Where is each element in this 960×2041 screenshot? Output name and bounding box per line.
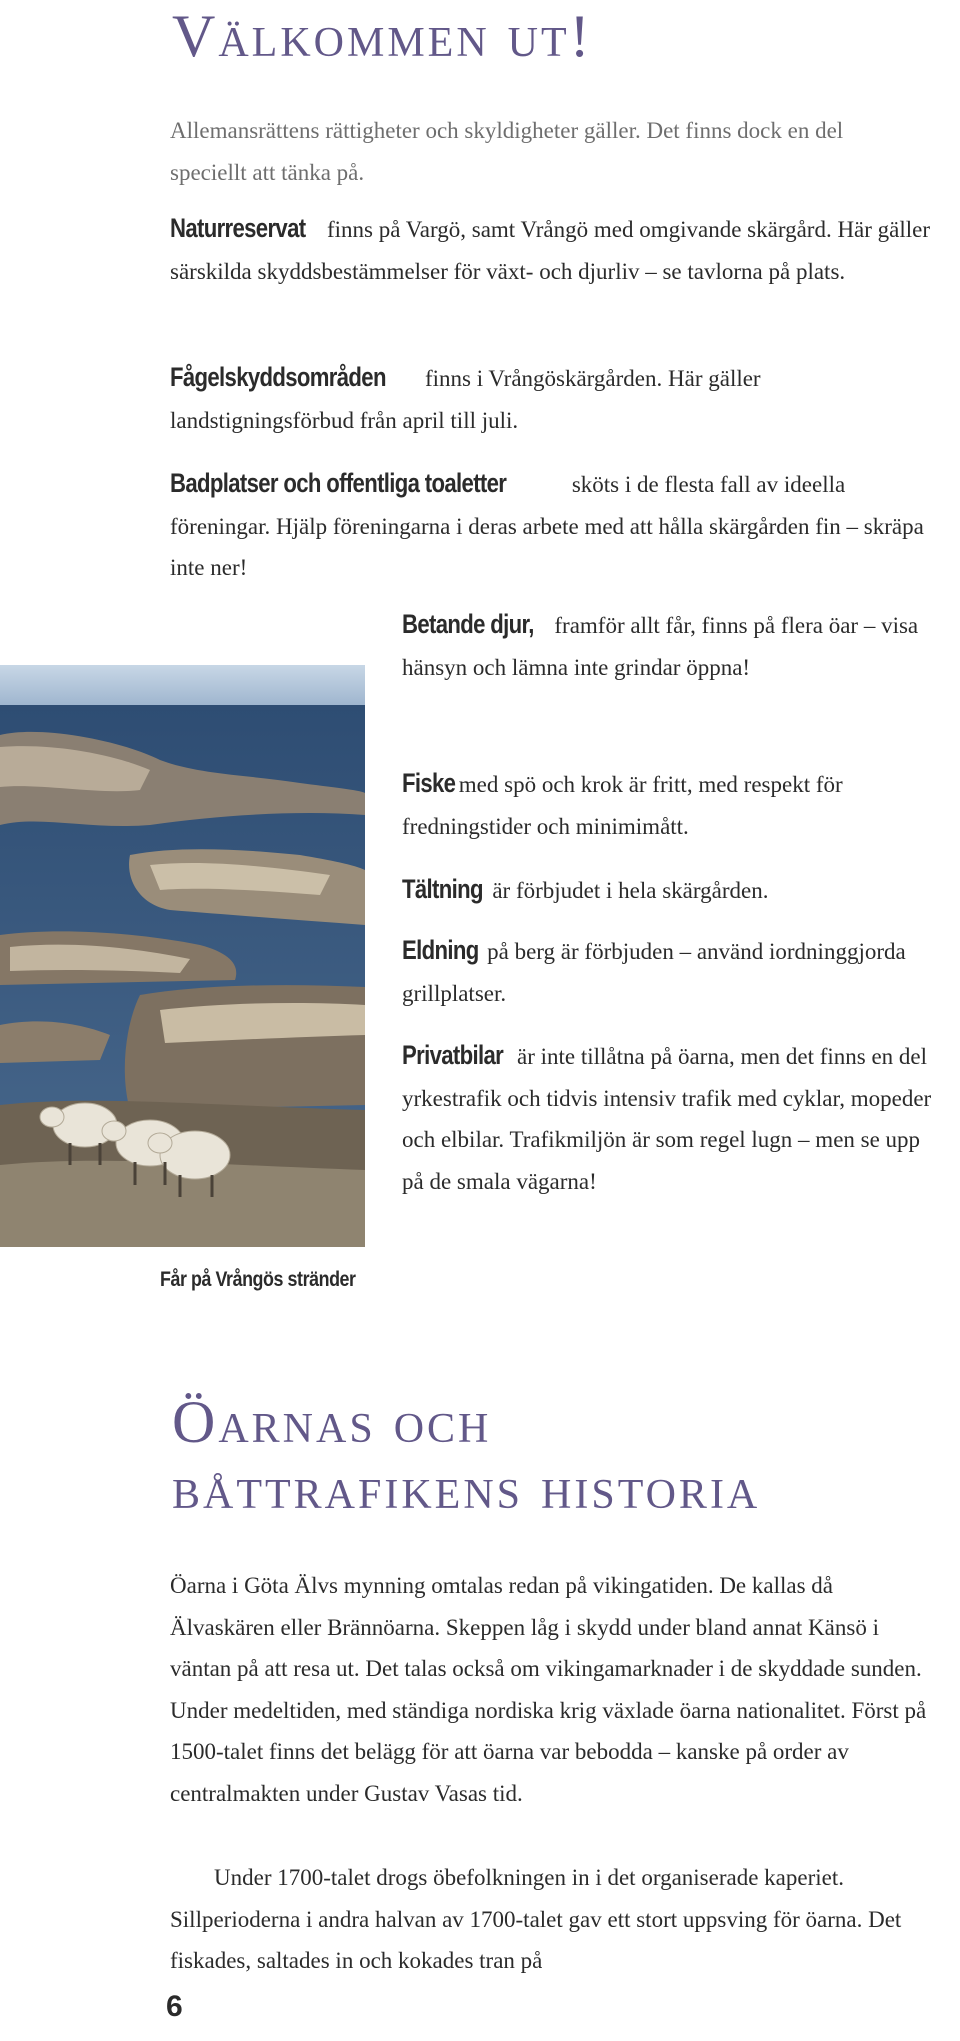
naturreservat-paragraph	[170, 208, 950, 292]
fiske-paragraph	[402, 763, 922, 847]
history-paragraph-2: Under 1700-talet drogs öbefolkningen in i det organiserade kaperiet. Sillperioderna i andra halvan av 1700-talet gav ett stort uppsving för öarna. Det fiskades, saltades in och kokades tran på	[170, 1865, 902, 1973]
badplatser-keyword: Badplatser och offentliga toaletter	[170, 468, 507, 498]
history-title-line1: Öarnas och	[172, 1389, 492, 1455]
fagelskydd-keyword: Fågelskyddsområden	[170, 362, 386, 392]
taltning-text: är förbjudet i hela skärgården.	[492, 878, 769, 903]
fagelskydd-text: finns i Vrångöskärgården. Här gäller landstigningsförbud från april till juli.	[170, 366, 761, 433]
eldning-keyword: Eldning	[402, 935, 479, 965]
fagelskydd-paragraph	[170, 357, 950, 441]
intro-paragraph: Allemansrättens rättigheter och skyldigheter gäller. Det finns dock en del speciellt att tänka på.	[170, 118, 844, 185]
fiske-keyword: Fiske	[402, 768, 456, 798]
betande-djur-paragraph	[402, 604, 922, 688]
eldning-paragraph	[402, 930, 922, 1014]
taltning-paragraph	[402, 869, 922, 912]
photo-caption: Får på Vrångös stränder	[160, 1268, 356, 1291]
naturreservat-text: finns på Vargö, samt Vrångö med omgivande skärgård. Här gäller särskilda skyddsbestämmelser för växt- och djurliv – se tavlorna på plats.	[170, 217, 931, 284]
page-title: Välkommen ut!	[172, 3, 593, 69]
page-number: 6	[166, 1990, 183, 2023]
privatbilar-paragraph	[402, 1035, 942, 1202]
privatbilar-keyword: Privatbilar	[402, 1040, 504, 1070]
betande-djur-keyword: Betande djur,	[402, 609, 534, 639]
badplatser-text: sköts i de flesta fall av ideella föreningar. Hjälp föreningarna i deras arbete med att hålla skärgården fin – skräpa inte ner!	[170, 472, 924, 580]
naturreservat-keyword: Naturreservat	[170, 213, 306, 243]
eldning-text: på berg är förbjuden – använd iordninggjorda grillplatser.	[402, 939, 906, 1006]
sheep-on-rocks-photo	[0, 665, 365, 1247]
betande-djur-text: framför allt får, finns på flera öar – visa hänsyn och lämna inte grindar öppna!	[402, 613, 919, 680]
history-paragraph-1: Öarna i Göta Älvs mynning omtalas redan på vikingatiden. De kallas då Älvaskären eller Brännöarna. Skeppen låg i skydd under bland annat Känsö i väntan på att resa ut. Det talas också om vikingamarknader i de skyddade sunden. Under medeltiden, med ständiga nordiska krig växlade öarna nationalitet. Först på 1500-talet finns det belägg för att öarna var bebodda – kanske på order av centralmakten under Gustav Vasas tid.	[170, 1573, 927, 1806]
privatbilar-text: är inte tillåtna på öarna, men det finns en del yrkestrafik och tidvis intensiv trafik med cyklar, mopeder och elbilar. Trafikmiljön är som regel lugn – men se upp på de smala vägarna!	[402, 1044, 932, 1194]
badplatser-paragraph	[170, 463, 950, 589]
fiske-text: med spö och krok är fritt, med respekt för fredningstider och minimimått.	[402, 772, 843, 839]
history-title-line2: båttrafikens historia	[172, 1455, 761, 1521]
taltning-keyword: Tältning	[402, 874, 483, 904]
